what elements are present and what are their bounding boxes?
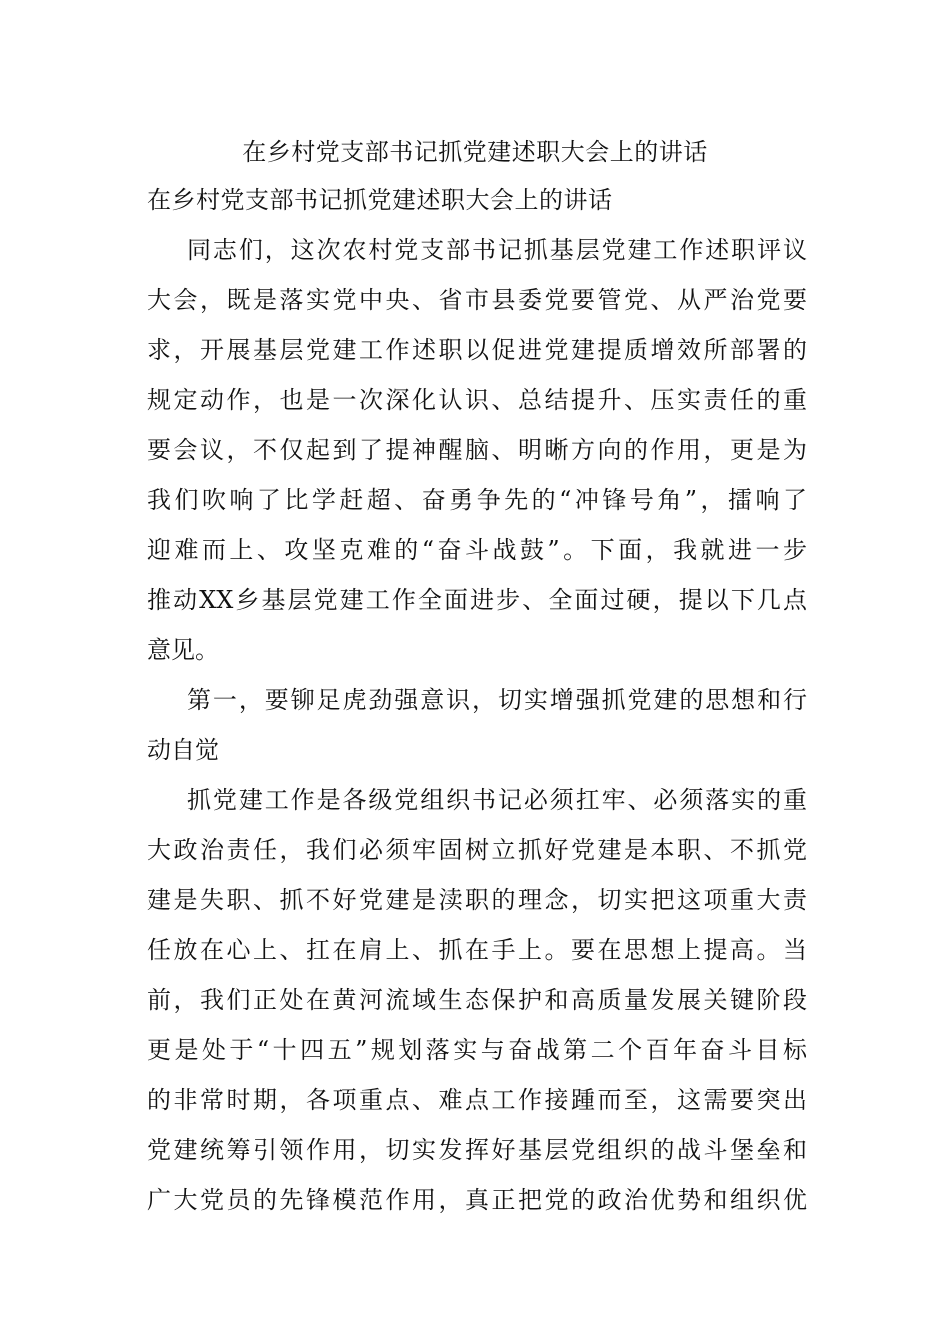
paragraph-line: 建是失职、抓不好党建是渎职的理念，切实把这项重大责 <box>147 886 807 914</box>
paragraph-line: 更是处于“十四五”规划落实与奋战第二个百年奋斗目标 <box>147 1036 807 1064</box>
paragraph-line: 党建统筹引领作用，切实发挥好基层党组织的战斗堡垒和 <box>147 1136 807 1164</box>
paragraph-line: 任放在心上、扛在肩上、抓在手上。要在思想上提高。当 <box>147 936 807 964</box>
document-subtitle: 在乡村党支部书记抓党建述职大会上的讲话 <box>147 186 613 214</box>
paragraph-line: 同志们，这次农村党支部书记抓基层党建工作述职评议 <box>187 236 807 264</box>
paragraph-line: 要会议，不仅起到了提神醒脑、明晰方向的作用，更是为 <box>147 436 807 464</box>
paragraph-line: 迎难而上、攻坚克难的“奋斗战鼓”。下面，我就进一步 <box>147 536 807 564</box>
paragraph-line: 意见。 <box>147 636 219 664</box>
paragraph-line: 规定动作，也是一次深化认识、总结提升、压实责任的重 <box>147 386 807 414</box>
paragraph-line: 我们吹响了比学赶超、奋勇争先的“冲锋号角”，擂响了 <box>147 486 807 514</box>
section-heading-line: 第一，要铆足虎劲强意识，切实增强抓党建的思想和行 <box>187 686 807 714</box>
paragraph-line: 求，开展基层党建工作述职以促进党建提质增效所部署的 <box>147 336 807 364</box>
paragraph-line: 广大党员的先锋模范作用，真正把党的政治优势和组织优 <box>147 1186 807 1214</box>
paragraph-line: 抓党建工作是各级党组织书记必须扛牢、必须落实的重 <box>187 786 807 814</box>
paragraph-line: 的非常时期，各项重点、难点工作接踵而至，这需要突出 <box>147 1086 807 1114</box>
paragraph-line: 推动XX乡基层党建工作全面进步、全面过硬，提以下几点 <box>147 586 807 614</box>
paragraph-line: 大政治责任，我们必须牢固树立抓好党建是本职、不抓党 <box>147 836 807 864</box>
paragraph-line: 前，我们正处在黄河流域生态保护和高质量发展关键阶段 <box>147 986 807 1014</box>
section-heading-line: 动自觉 <box>147 736 219 764</box>
document-title: 在乡村党支部书记抓党建述职大会上的讲话 <box>242 138 708 166</box>
paragraph-line: 大会，既是落实党中央、省市县委党要管党、从严治党要 <box>147 286 807 314</box>
